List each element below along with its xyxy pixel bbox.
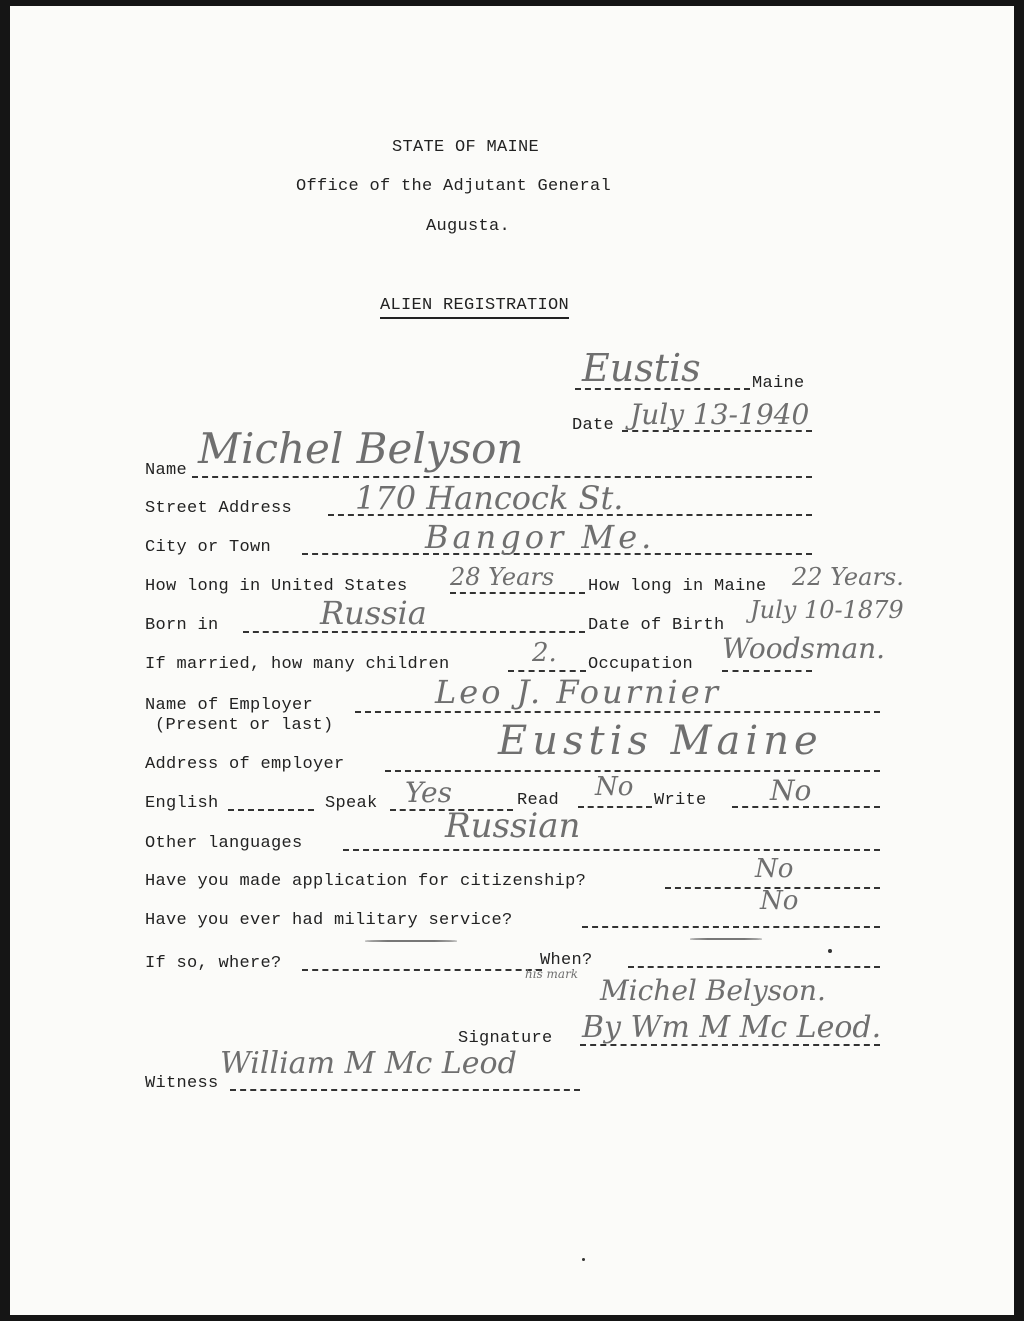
military-label: Have you ever had military service? (145, 911, 513, 930)
children-line (508, 670, 586, 672)
registration-form-page (10, 6, 1014, 1315)
witness-label: Witness (145, 1074, 219, 1093)
other-languages-entry: Russian (445, 806, 581, 846)
signature-entry-line2: By Wm M Mc Leod. (582, 1010, 882, 1045)
employer-note: (Present or last) (155, 716, 334, 735)
employer-label: Name of Employer (145, 696, 314, 715)
how-long-us-label: How long in United States (145, 577, 408, 596)
state-heading: STATE OF MAINE (392, 138, 540, 157)
date-label: Date (572, 416, 615, 435)
military-entry: No (760, 886, 799, 916)
when-strike-mark (690, 938, 762, 940)
occupation-label: Occupation (588, 655, 694, 674)
employer-line (355, 711, 880, 713)
read-label: Read (517, 791, 560, 810)
signature-label: Signature (458, 1029, 553, 1048)
years-us-line (450, 592, 585, 594)
where-label: If so, where? (145, 954, 282, 973)
maine-label: Maine (752, 374, 805, 393)
english-line (228, 809, 314, 811)
where-strike-mark (365, 940, 457, 942)
street-address-label: Street Address (145, 499, 293, 518)
witness-entry: William M Mc Leod (220, 1046, 517, 1081)
born-in-label: Born in (145, 616, 219, 635)
town-entry: Eustis (582, 346, 701, 390)
born-in-entry: Russia (320, 594, 427, 632)
occupation-line (722, 670, 812, 672)
his-mark-entry: his mark (525, 967, 579, 981)
when-line (628, 966, 880, 968)
name-entry: Michel Belyson (198, 424, 524, 473)
city-entry: Bangor Me. (425, 518, 656, 556)
children-entry: 2. (532, 638, 557, 668)
english-label: English (145, 794, 219, 813)
read-entry: No (595, 772, 634, 802)
occupation-entry: Woodsman. (722, 632, 886, 665)
children-label: If married, how many children (145, 655, 450, 674)
read-line (578, 806, 652, 808)
page-speck (582, 1258, 585, 1261)
name-label: Name (145, 461, 188, 480)
speak-entry: Yes (405, 776, 452, 809)
military-line (582, 926, 880, 928)
office-heading: Office of the Adjutant General (296, 177, 612, 196)
witness-line (230, 1089, 580, 1091)
employer-address-label: Address of employer (145, 755, 345, 774)
street-address-entry: 170 Hancock St. (355, 479, 624, 517)
employer-entry: Leo J. Fournier (435, 673, 722, 711)
ink-dot (828, 949, 832, 953)
signature-entry-line1: Michel Belyson. (600, 974, 826, 1007)
town-line (575, 388, 750, 390)
name-line (192, 476, 812, 478)
how-long-maine-label: How long in Maine (588, 577, 767, 596)
city-heading: Augusta. (426, 217, 511, 236)
employer-address-entry: Eustis Maine (498, 718, 823, 764)
signature-line (580, 1044, 880, 1046)
date-of-birth-label: Date of Birth (588, 616, 725, 635)
write-label: Write (654, 791, 707, 810)
years-maine-entry: 22 Years. (792, 563, 904, 591)
years-us-entry: 28 Years (450, 563, 555, 591)
citizenship-label: Have you made application for citizenship? (145, 872, 587, 891)
write-entry: No (770, 774, 812, 807)
other-languages-label: Other languages (145, 834, 303, 853)
citizenship-entry: No (755, 854, 794, 884)
speak-label: Speak (325, 794, 378, 813)
date-of-birth-entry: July 10-1879 (750, 596, 904, 624)
city-label: City or Town (145, 538, 272, 557)
form-title: ALIEN REGISTRATION (380, 296, 569, 319)
when-label: When? (540, 951, 593, 970)
date-entry: July 13-1940 (630, 398, 810, 431)
other-languages-line (343, 849, 880, 851)
where-line (302, 969, 542, 971)
